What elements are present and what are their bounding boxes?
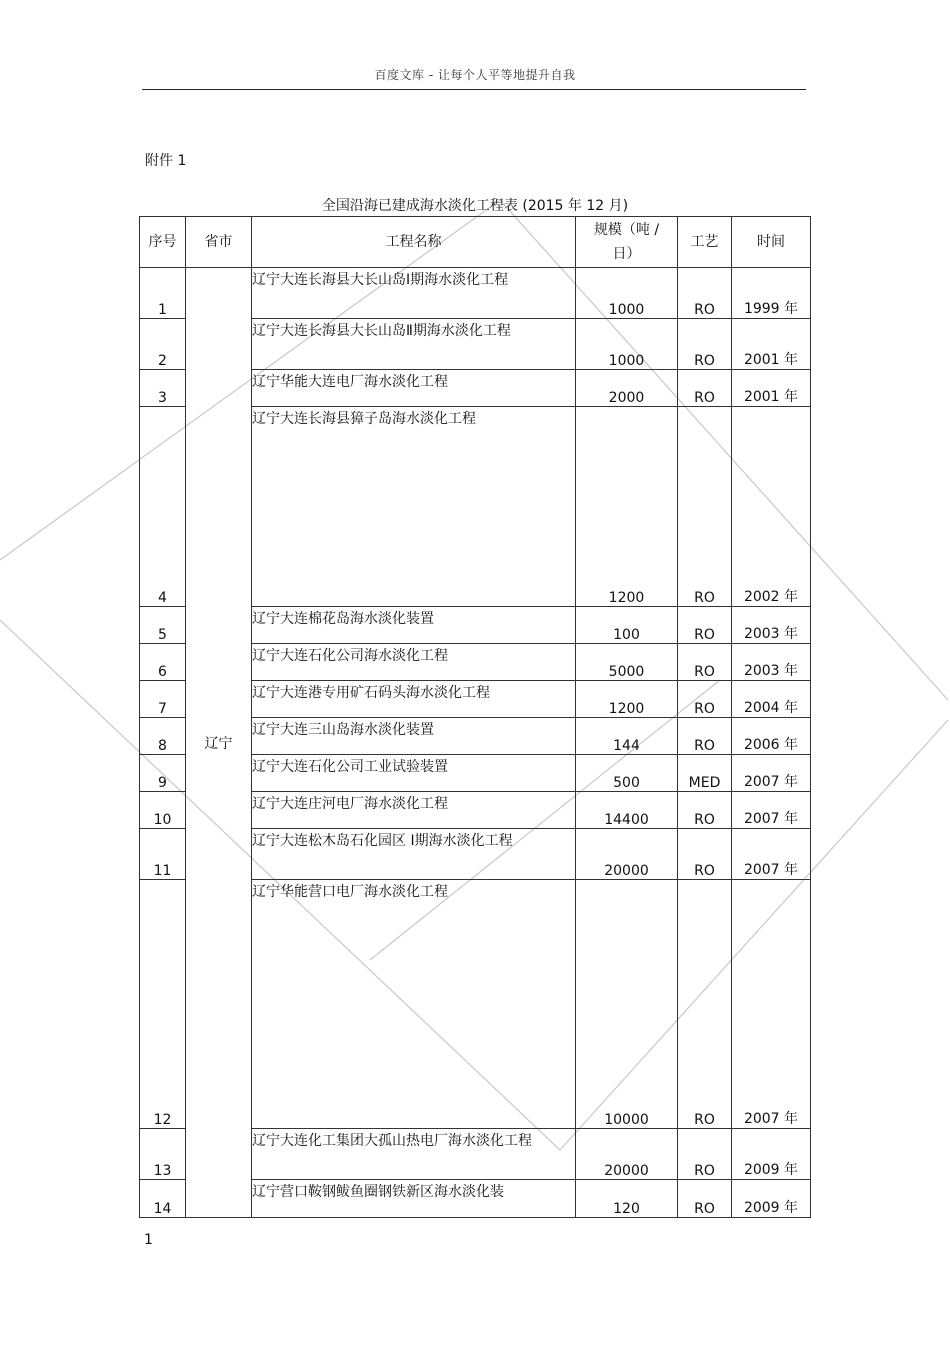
cell-time: 2003 年 — [732, 644, 811, 681]
cell-scale: 14400 — [576, 792, 678, 829]
cell-project-name: 辽宁大连长海县大长山岛Ⅰ期海水淡化工程 — [252, 268, 576, 319]
cell-seq: 8 — [140, 718, 186, 755]
cell-seq: 10 — [140, 792, 186, 829]
cell-project-name: 辽宁大连港专用矿石码头海水淡化工程 — [252, 681, 576, 718]
cell-process: RO — [678, 1180, 732, 1218]
cell-time: 2001 年 — [732, 370, 811, 407]
cell-time: 2002 年 — [732, 407, 811, 607]
table-row — [140, 268, 811, 319]
cell-time: 2007 年 — [732, 792, 811, 829]
cell-process: RO — [678, 607, 732, 644]
cell-scale: 120 — [576, 1180, 678, 1218]
cell-process: RO — [678, 1129, 732, 1180]
cell-scale: 10000 — [576, 880, 678, 1129]
cell-time: 2001 年 — [732, 319, 811, 370]
cell-seq: 1 — [140, 268, 186, 319]
col-header-process: 工艺 — [678, 217, 732, 268]
cell-process: RO — [678, 792, 732, 829]
cell-time: 2004 年 — [732, 681, 811, 718]
cell-project-name: 辽宁大连长海县獐子岛海水淡化工程 — [252, 407, 576, 607]
desalination-table — [139, 216, 811, 1218]
cell-seq: 11 — [140, 829, 186, 880]
cell-project-name: 辽宁大连化工集团大孤山热电厂海水淡化工程 — [252, 1129, 576, 1180]
cell-project-name: 辽宁大连长海县大长山岛Ⅱ期海水淡化工程 — [252, 319, 576, 370]
cell-scale: 100 — [576, 607, 678, 644]
cell-project-name: 辽宁华能大连电厂海水淡化工程 — [252, 370, 576, 407]
cell-scale: 1200 — [576, 407, 678, 607]
cell-time: 1999 年 — [732, 268, 811, 319]
cell-process: RO — [678, 407, 732, 607]
cell-seq: 14 — [140, 1180, 186, 1218]
page-number: 1 — [144, 1232, 153, 1248]
col-header-scale: 规模（吨 / 日） — [576, 217, 678, 268]
cell-time: 2009 年 — [732, 1180, 811, 1218]
cell-process: MED — [678, 755, 732, 792]
cell-time: 2007 年 — [732, 829, 811, 880]
cell-seq: 7 — [140, 681, 186, 718]
cell-time: 2007 年 — [732, 880, 811, 1129]
cell-process: RO — [678, 681, 732, 718]
cell-process: RO — [678, 268, 732, 319]
cell-project-name: 辽宁大连石化公司海水淡化工程 — [252, 644, 576, 681]
cell-seq: 4 — [140, 407, 186, 607]
attachment-label: 附件 1 — [145, 153, 187, 169]
cell-project-name: 辽宁华能营口电厂海水淡化工程 — [252, 880, 576, 1129]
cell-process: RO — [678, 370, 732, 407]
cell-scale: 20000 — [576, 829, 678, 880]
col-header-province: 省市 — [186, 217, 252, 268]
cell-project-name: 辽宁大连棉花岛海水淡化装置 — [252, 607, 576, 644]
page-header: 百度文库 - 让每个人平等地提升自我 — [374, 68, 576, 82]
header-divider — [142, 89, 806, 90]
cell-project-name: 辽宁大连三山岛海水淡化装置 — [252, 718, 576, 755]
cell-scale: 1200 — [576, 681, 678, 718]
cell-time: 2009 年 — [732, 1129, 811, 1180]
table-title: 全国沿海已建成海水淡化工程表 (2015 年 12 月) — [321, 198, 629, 214]
cell-scale: 144 — [576, 718, 678, 755]
cell-province: 辽宁 — [186, 268, 252, 1218]
cell-process: RO — [678, 644, 732, 681]
cell-process: RO — [678, 718, 732, 755]
cell-seq: 6 — [140, 644, 186, 681]
cell-scale: 1000 — [576, 319, 678, 370]
cell-process: RO — [678, 880, 732, 1129]
col-header-seq: 序号 — [140, 217, 186, 268]
cell-scale: 2000 — [576, 370, 678, 407]
cell-seq: 2 — [140, 319, 186, 370]
cell-project-name: 辽宁大连松木岛石化园区 Ⅰ期海水淡化工程 — [252, 829, 576, 880]
cell-seq: 3 — [140, 370, 186, 407]
col-header-time: 时间 — [732, 217, 811, 268]
cell-process: RO — [678, 829, 732, 880]
cell-seq: 9 — [140, 755, 186, 792]
cell-seq: 12 — [140, 880, 186, 1129]
cell-seq: 5 — [140, 607, 186, 644]
cell-scale: 500 — [576, 755, 678, 792]
cell-process: RO — [678, 319, 732, 370]
cell-time: 2003 年 — [732, 607, 811, 644]
cell-time: 2006 年 — [732, 718, 811, 755]
table-header-row — [140, 217, 811, 268]
cell-project-name: 辽宁营口鞍钢鲅鱼圈钢铁新区海水淡化装 — [252, 1180, 576, 1218]
cell-scale: 1000 — [576, 268, 678, 319]
cell-scale: 20000 — [576, 1129, 678, 1180]
cell-seq: 13 — [140, 1129, 186, 1180]
cell-scale: 5000 — [576, 644, 678, 681]
col-header-project: 工程名称 — [252, 217, 576, 268]
cell-time: 2007 年 — [732, 755, 811, 792]
cell-project-name: 辽宁大连庄河电厂海水淡化工程 — [252, 792, 576, 829]
cell-project-name: 辽宁大连石化公司工业试验装置 — [252, 755, 576, 792]
